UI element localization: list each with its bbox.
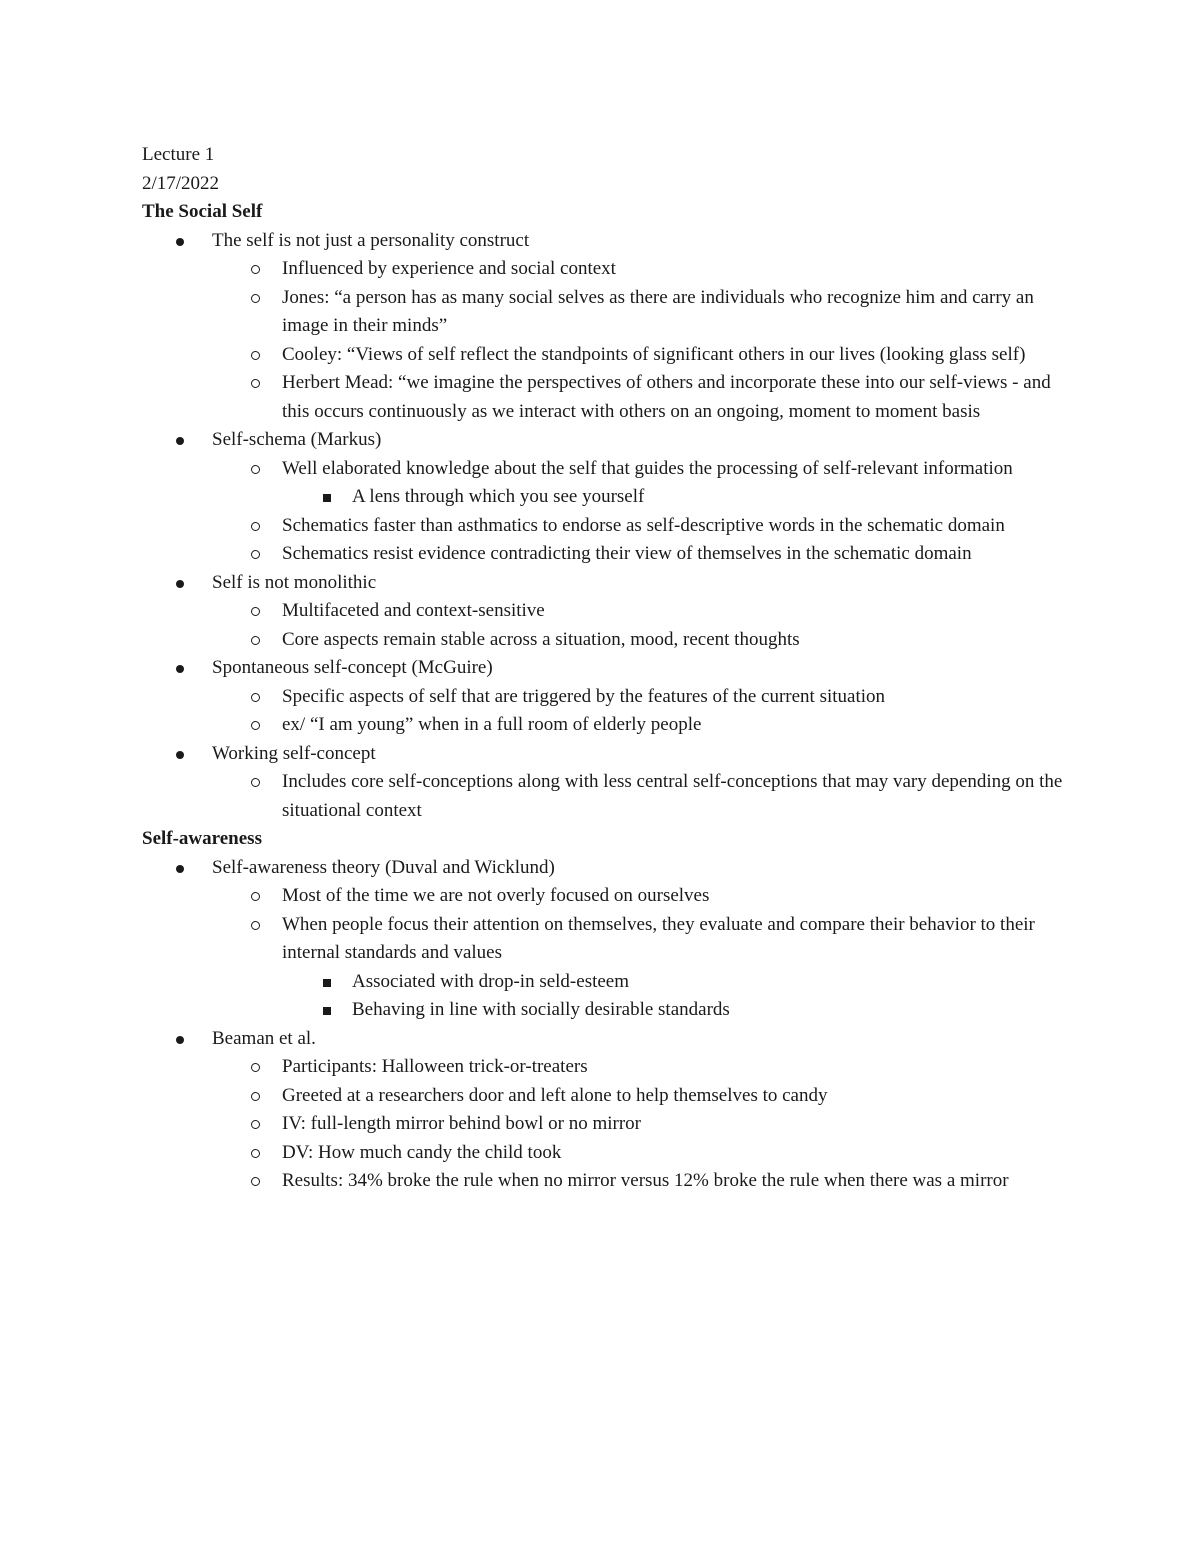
list-item — [142, 1053, 1072, 1082]
list-item-text: Influenced by experience and social context — [282, 258, 616, 279]
bullet-list-level-3 — [142, 968, 1072, 1025]
list-item-text: Self is not monolithic — [212, 571, 377, 593]
list-item-text: Participants: Halloween trick-or-treaters — [282, 1056, 588, 1077]
bullet-list-level-1 — [142, 854, 1072, 1196]
bullet-list-level-3 — [142, 483, 1072, 512]
list-item-text: Greeted at a researchers door and left alone to help themselves to candy — [282, 1084, 828, 1106]
list-item — [142, 854, 1072, 883]
list-item — [142, 597, 1072, 626]
list-item-text: Spontaneous self-concept (McGuire) — [212, 657, 493, 678]
list-item-text: Self-schema (Markus) — [212, 429, 382, 450]
list-item-text: Working self-concept — [212, 742, 376, 764]
list-item-text: A lens through which you see yourself — [352, 486, 645, 507]
list-item — [142, 227, 1072, 256]
lecture-date: 2/17/2022 — [142, 172, 220, 194]
list-item — [142, 626, 1072, 655]
list-item — [142, 512, 1072, 541]
list-item-text: Behaving in line with socially desirable standards — [352, 999, 730, 1020]
list-item — [142, 654, 1072, 683]
section-heading: Self-awareness — [142, 828, 262, 849]
bullet-list-level-2 — [142, 882, 1072, 1025]
bullet-list-level-2 — [142, 455, 1072, 569]
list-item-text: Schematics faster than asthmatics to endorse as self-descriptive words in the schematic domain — [282, 514, 1005, 536]
list-item-text: Schematics resist evidence contradicting their view of themselves in the schematic domain — [282, 543, 972, 564]
list-item — [142, 341, 1072, 370]
list-item-text: Most of the time we are not overly focused on ourselves — [282, 885, 710, 906]
list-item-text: IV: full-length mirror behind bowl or no mirror — [282, 1113, 641, 1134]
list-item — [142, 911, 1072, 968]
lecture-title: Lecture 1 — [142, 144, 215, 165]
bullet-list-level-1 — [142, 227, 1072, 826]
list-item — [142, 426, 1072, 455]
bullet-list-level-2 — [142, 1053, 1072, 1196]
list-item — [142, 683, 1072, 712]
list-item — [142, 483, 1072, 512]
list-item-text: Jones: “a person has as many social selves as there are individuals who recognize him and carry an image in their minds” — [282, 286, 1034, 336]
section-heading: The Social Self — [142, 201, 263, 222]
list-item-text: Includes core self-conceptions along with less central self-conceptions that may vary depending on the situational context — [282, 771, 1063, 821]
bullet-list-level-2 — [142, 597, 1072, 654]
list-item-text: Herbert Mead: “we imagine the perspectives of others and incorporate these into our self-views - and this occurs continuously as we interact with others on an ongoing, moment to moment basis — [282, 372, 1051, 422]
list-item — [142, 740, 1072, 769]
list-item — [142, 540, 1072, 569]
bullet-list-level-2 — [142, 768, 1072, 825]
list-item — [142, 882, 1072, 911]
list-item-text: When people focus their attention on themselves, they evaluate and compare their behavior to their internal standards and values — [282, 913, 1035, 963]
list-item — [142, 369, 1072, 426]
list-item — [142, 711, 1072, 740]
bullet-list-level-2 — [142, 683, 1072, 740]
list-item-text: Self-awareness theory (Duval and Wicklund) — [212, 856, 555, 878]
document-page — [142, 141, 1072, 1196]
list-item — [142, 1167, 1072, 1196]
list-item — [142, 1025, 1072, 1054]
list-item-text: DV: How much candy the child took — [282, 1141, 562, 1163]
list-item — [142, 968, 1072, 997]
list-item-text: Core aspects remain stable across a situation, mood, recent thoughts — [282, 628, 800, 650]
list-item-text: Beaman et al. — [212, 1027, 316, 1049]
notes-body — [142, 198, 1072, 1196]
list-item — [142, 996, 1072, 1025]
list-item — [142, 255, 1072, 284]
list-item — [142, 455, 1072, 484]
list-item — [142, 1139, 1072, 1168]
list-item — [142, 569, 1072, 598]
list-item-text: Cooley: “Views of self reflect the standpoints of significant others in our lives (looking glass self) — [282, 343, 1026, 365]
list-item-text: Well elaborated knowledge about the self that guides the processing of self-relevant information — [282, 457, 1013, 479]
list-item — [142, 1110, 1072, 1139]
list-item — [142, 1082, 1072, 1111]
list-item-text: Results: 34% broke the rule when no mirror versus 12% broke the rule when there was a mirror — [282, 1170, 1009, 1191]
list-item-text: Multifaceted and context-sensitive — [282, 600, 545, 621]
bullet-list-level-2 — [142, 255, 1072, 426]
list-item — [142, 768, 1072, 825]
list-item-text: Associated with drop-in seld-esteem — [352, 970, 630, 992]
list-item-text: The self is not just a personality construct — [212, 229, 530, 251]
list-item-text: ex/ “I am young” when in a full room of elderly people — [282, 714, 702, 735]
list-item-text: Specific aspects of self that are triggered by the features of the current situation — [282, 685, 886, 707]
list-item — [142, 284, 1072, 341]
